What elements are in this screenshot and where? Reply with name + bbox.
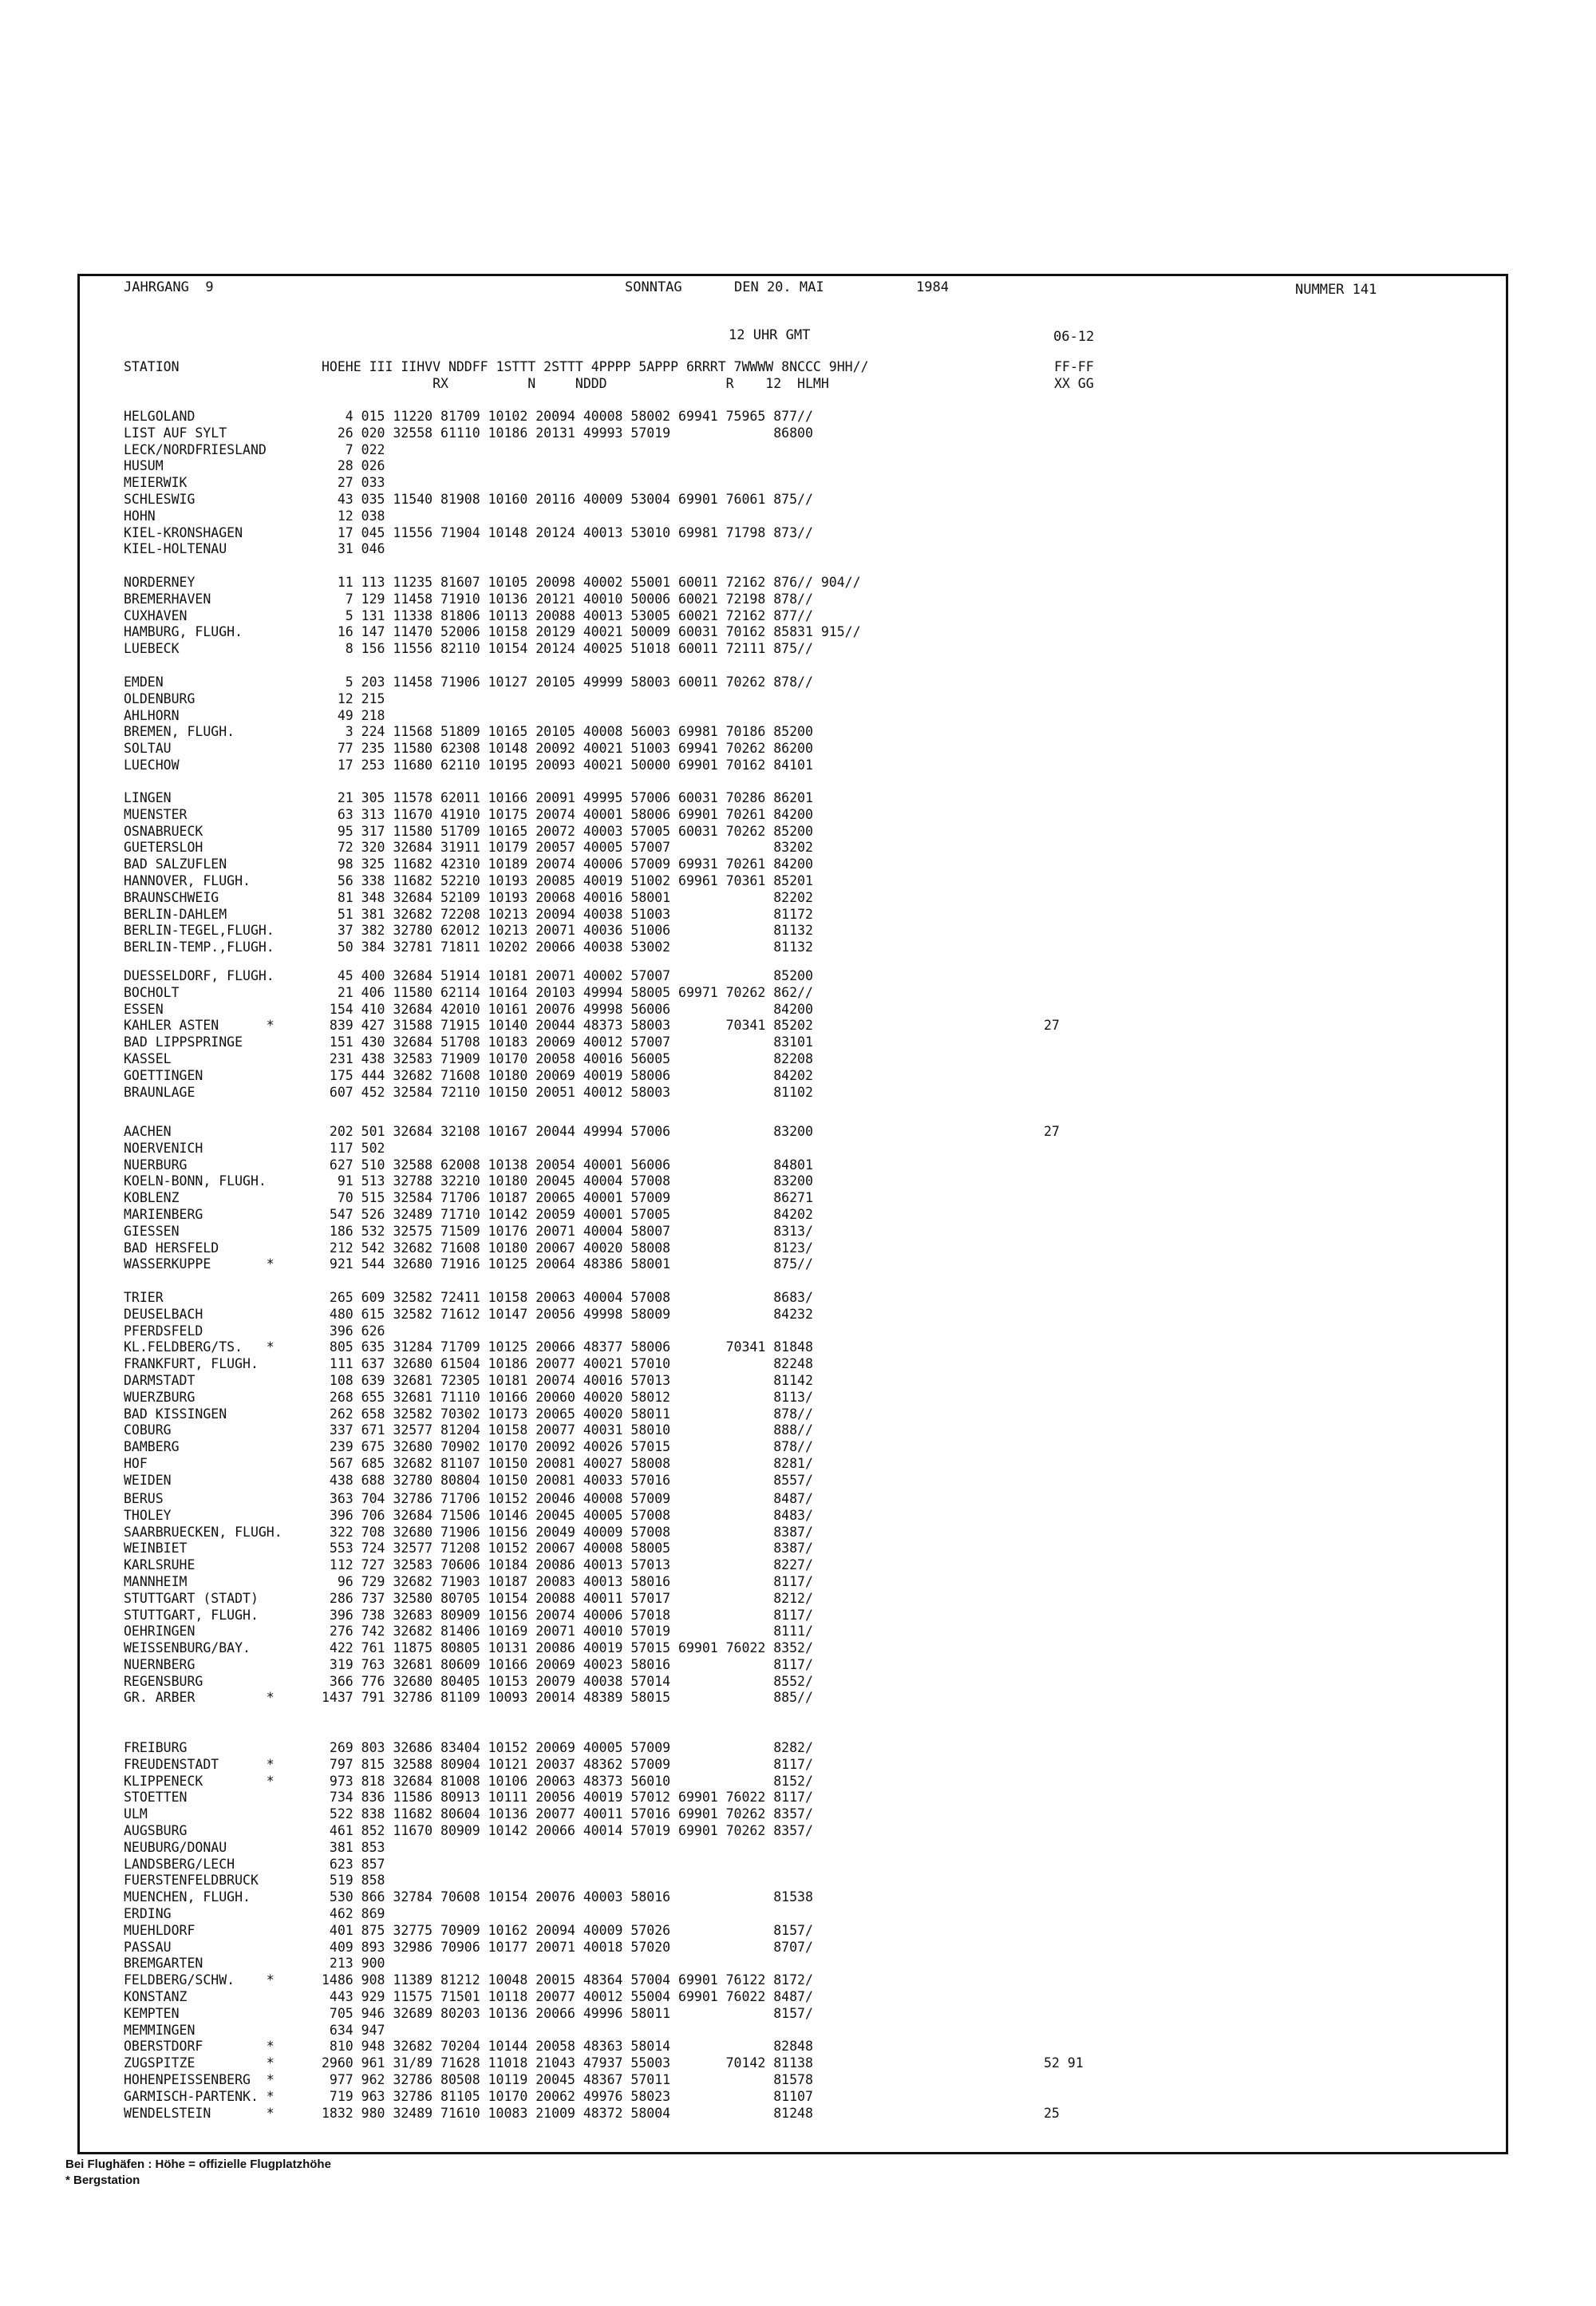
station-name: AUGSBURG	[124, 1822, 188, 1838]
station-data: 422 761 11875 80805 10131 20086 40019 57015 69901 76022 8352/	[322, 1640, 813, 1655]
station-name: LANDSBERG/LECH	[124, 1856, 235, 1872]
station-data: 11 113 11235 81607 10105 20098 40002 55001 60011 72162 876// 904//	[322, 575, 861, 590]
station-data: 3 224 11568 51809 10165 20105 40008 56003 69981 70186 85200	[322, 724, 813, 740]
station-name: TRIER	[124, 1290, 164, 1305]
station-name: DUESSELDORF, FLUGH.	[124, 968, 275, 983]
station-name: BRAUNSCHWEIG	[124, 889, 219, 905]
station-name: PFERDSFELD	[124, 1323, 203, 1339]
station-data: 5 203 11458 71906 10127 20105 49999 58003 60011 70262 878//	[322, 674, 813, 690]
station-name: BAD HERSFELD	[124, 1240, 219, 1256]
station-data: 268 655 32681 71110 10166 20060 40020 58012 8113/	[322, 1389, 813, 1405]
station-data: 31 046	[322, 541, 385, 557]
observation-time: 12 UHR GMT	[729, 327, 811, 343]
station-data: 276 742 32682 81406 10169 20071 40010 57019 8111/	[322, 1624, 813, 1640]
station-data: 28 026	[322, 458, 385, 474]
station-data: 921 544 32680 71916 10125 20064 48386 58001 875//	[322, 1256, 813, 1272]
station-data: 50 384 32781 71811 10202 20066 40038 53002 81132	[322, 939, 813, 955]
station-data: 186 532 32575 71509 10176 20071 40004 58007 8313/	[322, 1223, 813, 1239]
station-heading: STATION	[124, 359, 180, 374]
station-name: OLDENBURG	[124, 690, 196, 706]
station-data: 70 515 32584 71706 10187 20065 40001 57009 86271	[322, 1190, 813, 1206]
station-data: 21 406 11580 62114 10164 20103 49994 58005 69971 70262 862//	[322, 984, 813, 1000]
station-name: BREMERHAVEN	[124, 591, 211, 607]
station-name: GIESSEN	[124, 1223, 180, 1239]
station-data: 26 020 32558 61110 10186 20131 49993 57019 86800	[322, 425, 813, 441]
station-data: 154 410 32684 42010 10161 20076 49998 56006 84200	[322, 1001, 813, 1017]
station-data: 239 675 32680 70902 10170 20092 40026 57015 878//	[322, 1439, 813, 1455]
station-data: 319 763 32681 80609 10166 20069 40023 58016 8117/	[322, 1656, 813, 1672]
station-data: 2960 961 31/89 71628 11018 21043 47937 55003 70142 81138	[322, 2055, 813, 2071]
station-data: 269 803 32686 83404 10152 20069 40005 57009 8282/	[322, 1740, 813, 1755]
period: 06-12	[1053, 329, 1095, 345]
station-data: 522 838 11682 80604 10136 20077 40011 57016 69901 70262 8357/	[322, 1806, 813, 1822]
station-data: 265 609 32582 72411 10158 20063 40004 57008 8683/	[322, 1290, 813, 1305]
station-data: 627 510 32588 62008 10138 20054 40001 56006 84801	[322, 1157, 813, 1173]
station-name: KLIPPENECK *	[124, 1773, 275, 1789]
station-data: 51 381 32682 72208 10213 20094 40038 51003 81172	[322, 906, 813, 922]
station-name: KONSTANZ	[124, 1988, 188, 2004]
station-name: OEHRINGEN	[124, 1624, 196, 1640]
station-data: 1437 791 32786 81109 10093 20014 48389 58015 885//	[322, 1690, 813, 1706]
station-name: COBURG	[124, 1422, 172, 1438]
jahrgang-label: JAHRGANG 9	[124, 279, 214, 295]
station-data: 553 724 32577 71208 10152 20067 40008 58005 8387/	[322, 1541, 813, 1556]
station-data: 202 501 32684 32108 10167 20044 49994 57006 83200	[322, 1124, 813, 1139]
station-name: BREMGARTEN	[124, 1956, 203, 1972]
station-name: KASSEL	[124, 1050, 172, 1066]
station-name: FREIBURG	[124, 1740, 188, 1755]
station-name: BAMBERG	[124, 1439, 180, 1455]
station-data: 396 626	[322, 1323, 385, 1339]
year: 1984	[916, 279, 949, 295]
station-data: 16 147 11470 52006 10158 20129 40021 50009 60031 70162 85831 915//	[322, 624, 861, 640]
station-name: DEUSELBACH	[124, 1306, 203, 1322]
station-name: ULM	[124, 1806, 148, 1822]
station-name: HOF	[124, 1455, 148, 1471]
station-data: 49 218	[322, 707, 385, 723]
station-name: HUSUM	[124, 458, 164, 474]
gust-value: 27	[1044, 1018, 1060, 1034]
station-name: HOHN	[124, 508, 156, 524]
station-name: BERLIN-DAHLEM	[124, 906, 227, 922]
station-data: 111 637 32680 61504 10186 20077 40021 57010 82248	[322, 1356, 813, 1372]
station-data: 530 866 32784 70608 10154 20076 40003 58016 81538	[322, 1889, 813, 1905]
station-data: 443 929 11575 71501 10118 20077 40012 55004 69901 76022 8487/	[322, 1988, 813, 2004]
station-name: WEIDEN	[124, 1472, 172, 1488]
station-name: LIST AUF SYLT	[124, 425, 227, 441]
station-name: LECK/NORDFRIESLAND	[124, 441, 267, 457]
station-data: 117 502	[322, 1140, 385, 1156]
station-name: BAD KISSINGEN	[124, 1406, 227, 1422]
station-data: 17 045 11556 71904 10148 20124 40013 53010 69981 71798 873//	[322, 524, 813, 540]
station-data: 381 853	[322, 1839, 385, 1855]
station-data: 337 671 32577 81204 10158 20077 40031 58010 888//	[322, 1422, 813, 1438]
station-name: BERUS	[124, 1491, 164, 1506]
station-data: 37 382 32780 62012 10213 20071 40036 51006 81132	[322, 923, 813, 939]
station-data: 396 738 32683 80909 10156 20074 40006 57018 8117/	[322, 1607, 813, 1623]
station-name: BAD LIPPSPRINGE	[124, 1034, 243, 1050]
station-name: HAMBURG, FLUGH.	[124, 624, 243, 640]
station-name: WASSERKUPPE *	[124, 1256, 275, 1272]
gust-value: 52 91	[1044, 2055, 1084, 2071]
station-data: 95 317 11580 51709 10165 20072 40003 57005 60031 70262 85200	[322, 823, 813, 839]
station-data: 607 452 32584 72110 10150 20051 40012 58003 81102	[322, 1084, 813, 1100]
station-data: 519 858	[322, 1873, 385, 1889]
station-name: THOLEY	[124, 1507, 172, 1523]
station-name: WUERZBURG	[124, 1389, 196, 1405]
station-name: GR. ARBER *	[124, 1690, 275, 1706]
station-data: 366 776 32680 80405 10153 20079 40038 57014 8552/	[322, 1673, 813, 1689]
station-data: 705 946 32689 80203 10136 20066 49996 58011 8157/	[322, 2005, 813, 2021]
station-data: 17 253 11680 62110 10195 20093 40021 50000 69901 70162 84101	[322, 757, 813, 773]
station-name: FELDBERG/SCHW. *	[124, 1972, 275, 1988]
station-name: SAARBRUECKEN, FLUGH.	[124, 1524, 282, 1540]
station-data: 547 526 32489 71710 10142 20059 40001 57005 84202	[322, 1206, 813, 1222]
station-name: LUEBECK	[124, 641, 180, 657]
station-name: STUTTGART (STADT)	[124, 1590, 259, 1606]
station-name: CUXHAVEN	[124, 607, 188, 623]
station-name: NEUBURG/DONAU	[124, 1839, 227, 1855]
station-data: 175 444 32682 71608 10180 20069 40019 58006 84202	[322, 1067, 813, 1083]
station-data: 623 857	[322, 1856, 385, 1872]
station-data: 27 033	[322, 475, 385, 491]
station-data: 112 727 32583 70606 10184 20086 40013 57013 8227/	[322, 1557, 813, 1573]
station-name: ZUGSPITZE *	[124, 2055, 275, 2071]
station-name: MUEHLDORF	[124, 1922, 196, 1938]
station-data: 8 156 11556 82110 10154 20124 40025 51018 60011 72111 875//	[322, 641, 813, 657]
station-data: 401 875 32775 70909 10162 20094 40009 57026 8157/	[322, 1922, 813, 1938]
station-data: 12 038	[322, 508, 385, 524]
station-name: FREUDENSTADT *	[124, 1756, 275, 1772]
station-name: NUERBURG	[124, 1157, 188, 1173]
station-name: SCHLESWIG	[124, 491, 196, 507]
station-name: KIEL-KRONSHAGEN	[124, 524, 243, 540]
station-data: 81 348 32684 52109 10193 20068 40016 58001 82202	[322, 889, 813, 905]
station-name: NUERNBERG	[124, 1656, 196, 1672]
station-data: 63 313 11670 41910 10175 20074 40001 58006 69901 70261 84200	[322, 806, 813, 822]
station-data: 4 015 11220 81709 10102 20094 40008 58002 69941 75965 877//	[322, 409, 813, 424]
station-data: 567 685 32682 81107 10150 20081 40027 58008 8281/	[322, 1455, 813, 1471]
station-data: 77 235 11580 62308 10148 20092 40021 51003 69941 70262 86200	[322, 741, 813, 757]
station-data: 734 836 11586 80913 10111 20056 40019 57012 69901 76022 8117/	[322, 1790, 813, 1806]
station-name: FRANKFURT, FLUGH.	[124, 1356, 259, 1372]
station-name: WENDELSTEIN *	[124, 2105, 275, 2121]
station-data: 43 035 11540 81908 10160 20116 40009 53004 69901 76061 875//	[322, 491, 813, 507]
code-heading-line2: RX N NDDD R 12 HLMH	[322, 376, 829, 391]
station-name: MUENCHEN, FLUGH.	[124, 1889, 251, 1905]
station-data: 438 688 32780 80804 10150 20081 40033 57016 8557/	[322, 1472, 813, 1488]
station-data: 21 305 11578 62011 10166 20091 49995 57006 60031 70286 86201	[322, 790, 813, 805]
station-name: MARIENBERG	[124, 1206, 203, 1222]
station-name: HELGOLAND	[124, 409, 196, 424]
station-data: 462 869	[322, 1905, 385, 1921]
station-name: KL.FELDBERG/TS. *	[124, 1339, 275, 1355]
station-data: 213 900	[322, 1956, 385, 1972]
station-data: 977 962 32786 80508 10119 20045 48367 57011 81578	[322, 2071, 813, 2087]
station-data: 719 963 32786 81105 10170 20062 49976 58023 81107	[322, 2088, 813, 2104]
station-name: LINGEN	[124, 790, 172, 805]
station-name: SOLTAU	[124, 741, 172, 757]
station-name: MUENSTER	[124, 806, 188, 822]
station-name: GOETTINGEN	[124, 1067, 203, 1083]
station-data: 262 658 32582 70302 10173 20065 40020 58011 878//	[322, 1406, 813, 1422]
station-data: 91 513 32788 32210 10180 20045 40004 57008 83200	[322, 1173, 813, 1189]
footnote-airport-height: Bei Flughäfen : Höhe = offizielle Flugplatzhöhe	[65, 2158, 331, 2171]
station-name: KOELN-BONN, FLUGH.	[124, 1173, 267, 1189]
station-name: GARMISCH-PARTENK. *	[124, 2088, 275, 2104]
station-name: NOERVENICH	[124, 1140, 203, 1156]
station-name: OSNABRUECK	[124, 823, 203, 839]
station-data: 12 215	[322, 690, 385, 706]
station-name: GUETERSLOH	[124, 840, 203, 856]
date: DEN 20. MAI	[734, 279, 824, 295]
station-data: 396 706 32684 71506 10146 20045 40005 57008 8483/	[322, 1507, 813, 1523]
station-name: WEISSENBURG/BAY.	[124, 1640, 251, 1655]
station-name: BRAUNLAGE	[124, 1084, 196, 1100]
station-name: BERLIN-TEMP.,FLUGH.	[124, 939, 275, 955]
station-data: 231 438 32583 71909 10170 20058 40016 56005 82208	[322, 1050, 813, 1066]
station-name: EMDEN	[124, 674, 164, 690]
station-name: DARMSTADT	[124, 1372, 196, 1388]
station-data: 151 430 32684 51708 10183 20069 40012 57007 83101	[322, 1034, 813, 1050]
gust-value: 25	[1044, 2105, 1060, 2121]
station-name: LUECHOW	[124, 757, 180, 773]
station-name: STOETTEN	[124, 1790, 188, 1806]
station-data: 98 325 11682 42310 10189 20074 40006 57009 69931 70261 84200	[322, 856, 813, 872]
station-data: 7 129 11458 71910 10136 20121 40010 50006 60021 72198 878//	[322, 591, 813, 607]
ff-heading-line2: XX GG	[1054, 376, 1094, 391]
station-data: 363 704 32786 71706 10152 20046 40008 57009 8487/	[322, 1491, 813, 1506]
station-data: 322 708 32680 71906 10156 20049 40009 57008 8387/	[322, 1524, 813, 1540]
station-name: OBERSTDORF *	[124, 2039, 275, 2055]
station-data: 286 737 32580 80705 10154 20088 40011 57017 8212/	[322, 1590, 813, 1606]
station-name: BOCHOLT	[124, 984, 180, 1000]
station-name: FUERSTENFELDBRUCK	[124, 1873, 259, 1889]
gust-value: 27	[1044, 1124, 1060, 1139]
station-data: 839 427 31588 71915 10140 20044 48373 58003 70341 85202	[322, 1018, 813, 1034]
station-name: ERDING	[124, 1905, 172, 1921]
issue-number: NUMMER 141	[1295, 282, 1377, 298]
station-data: 72 320 32684 31911 10179 20057 40005 57007 83202	[322, 840, 813, 856]
station-data: 480 615 32582 71612 10147 20056 49998 58009 84232	[322, 1306, 813, 1322]
station-data: 805 635 31284 71709 10125 20066 48377 58006 70341 81848	[322, 1339, 813, 1355]
station-name: PASSAU	[124, 1939, 172, 1955]
station-name: AACHEN	[124, 1124, 172, 1139]
station-data: 1486 908 11389 81212 10048 20015 48364 57004 69901 76122 8172/	[322, 1972, 813, 1988]
station-data: 96 729 32682 71903 10187 20083 40013 58016 8117/	[322, 1573, 813, 1589]
station-name: REGENSBURG	[124, 1673, 203, 1689]
ff-heading-line1: FF-FF	[1054, 359, 1094, 374]
station-data: 7 022	[322, 441, 385, 457]
code-heading-line1: HOEHE III IIHVV NDDFF 1STTT 2STTT 4PPPP 5APPP 6RRRT 7WWWW 8NCCC 9HH//	[322, 359, 869, 374]
station-name: MEMMINGEN	[124, 2022, 196, 2038]
station-name: BAD SALZUFLEN	[124, 856, 227, 872]
station-name: KOBLENZ	[124, 1190, 180, 1206]
station-name: KEMPTEN	[124, 2005, 180, 2021]
weekday: SONNTAG	[625, 279, 682, 295]
station-data: 5 131 11338 81806 10113 20088 40013 53005 60021 72162 877//	[322, 607, 813, 623]
station-name: NORDERNEY	[124, 575, 196, 590]
station-name: MANNHEIM	[124, 1573, 188, 1589]
station-name: ESSEN	[124, 1001, 164, 1017]
footnote-mountain-station: * Bergstation	[65, 2173, 140, 2187]
station-data: 1832 980 32489 71610 10083 21009 48372 58004 81248	[322, 2105, 813, 2121]
station-data: 45 400 32684 51914 10181 20071 40002 57007 85200	[322, 968, 813, 983]
station-data: 56 338 11682 52210 10193 20085 40019 51002 69961 70361 85201	[322, 872, 813, 888]
station-data: 634 947	[322, 2022, 385, 2038]
station-name: AHLHORN	[124, 707, 180, 723]
station-data: 461 852 11670 80909 10142 20066 40014 57019 69901 70262 8357/	[322, 1822, 813, 1838]
station-data: 973 818 32684 81008 10106 20063 48373 56010 8152/	[322, 1773, 813, 1789]
station-name: WEINBIET	[124, 1541, 188, 1556]
station-name: KIEL-HOLTENAU	[124, 541, 227, 557]
station-name: MEIERWIK	[124, 475, 188, 491]
station-name: HOHENPEISSENBERG *	[124, 2071, 275, 2087]
station-data: 212 542 32682 71608 10180 20067 40020 58008 8123/	[322, 1240, 813, 1256]
station-name: STUTTGART, FLUGH.	[124, 1607, 259, 1623]
station-name: KAHLER ASTEN *	[124, 1018, 275, 1034]
station-data: 409 893 32986 70906 10177 20071 40018 57020 8707/	[322, 1939, 813, 1955]
station-data: 810 948 32682 70204 10144 20058 48363 58014 82848	[322, 2039, 813, 2055]
station-data: 797 815 32588 80904 10121 20037 48362 57009 8117/	[322, 1756, 813, 1772]
station-name: HANNOVER, FLUGH.	[124, 872, 251, 888]
station-name: BREMEN, FLUGH.	[124, 724, 235, 740]
station-data: 108 639 32681 72305 10181 20074 40016 57013 81142	[322, 1372, 813, 1388]
station-name: BERLIN-TEGEL,FLUGH.	[124, 923, 275, 939]
station-name: KARLSRUHE	[124, 1557, 196, 1573]
